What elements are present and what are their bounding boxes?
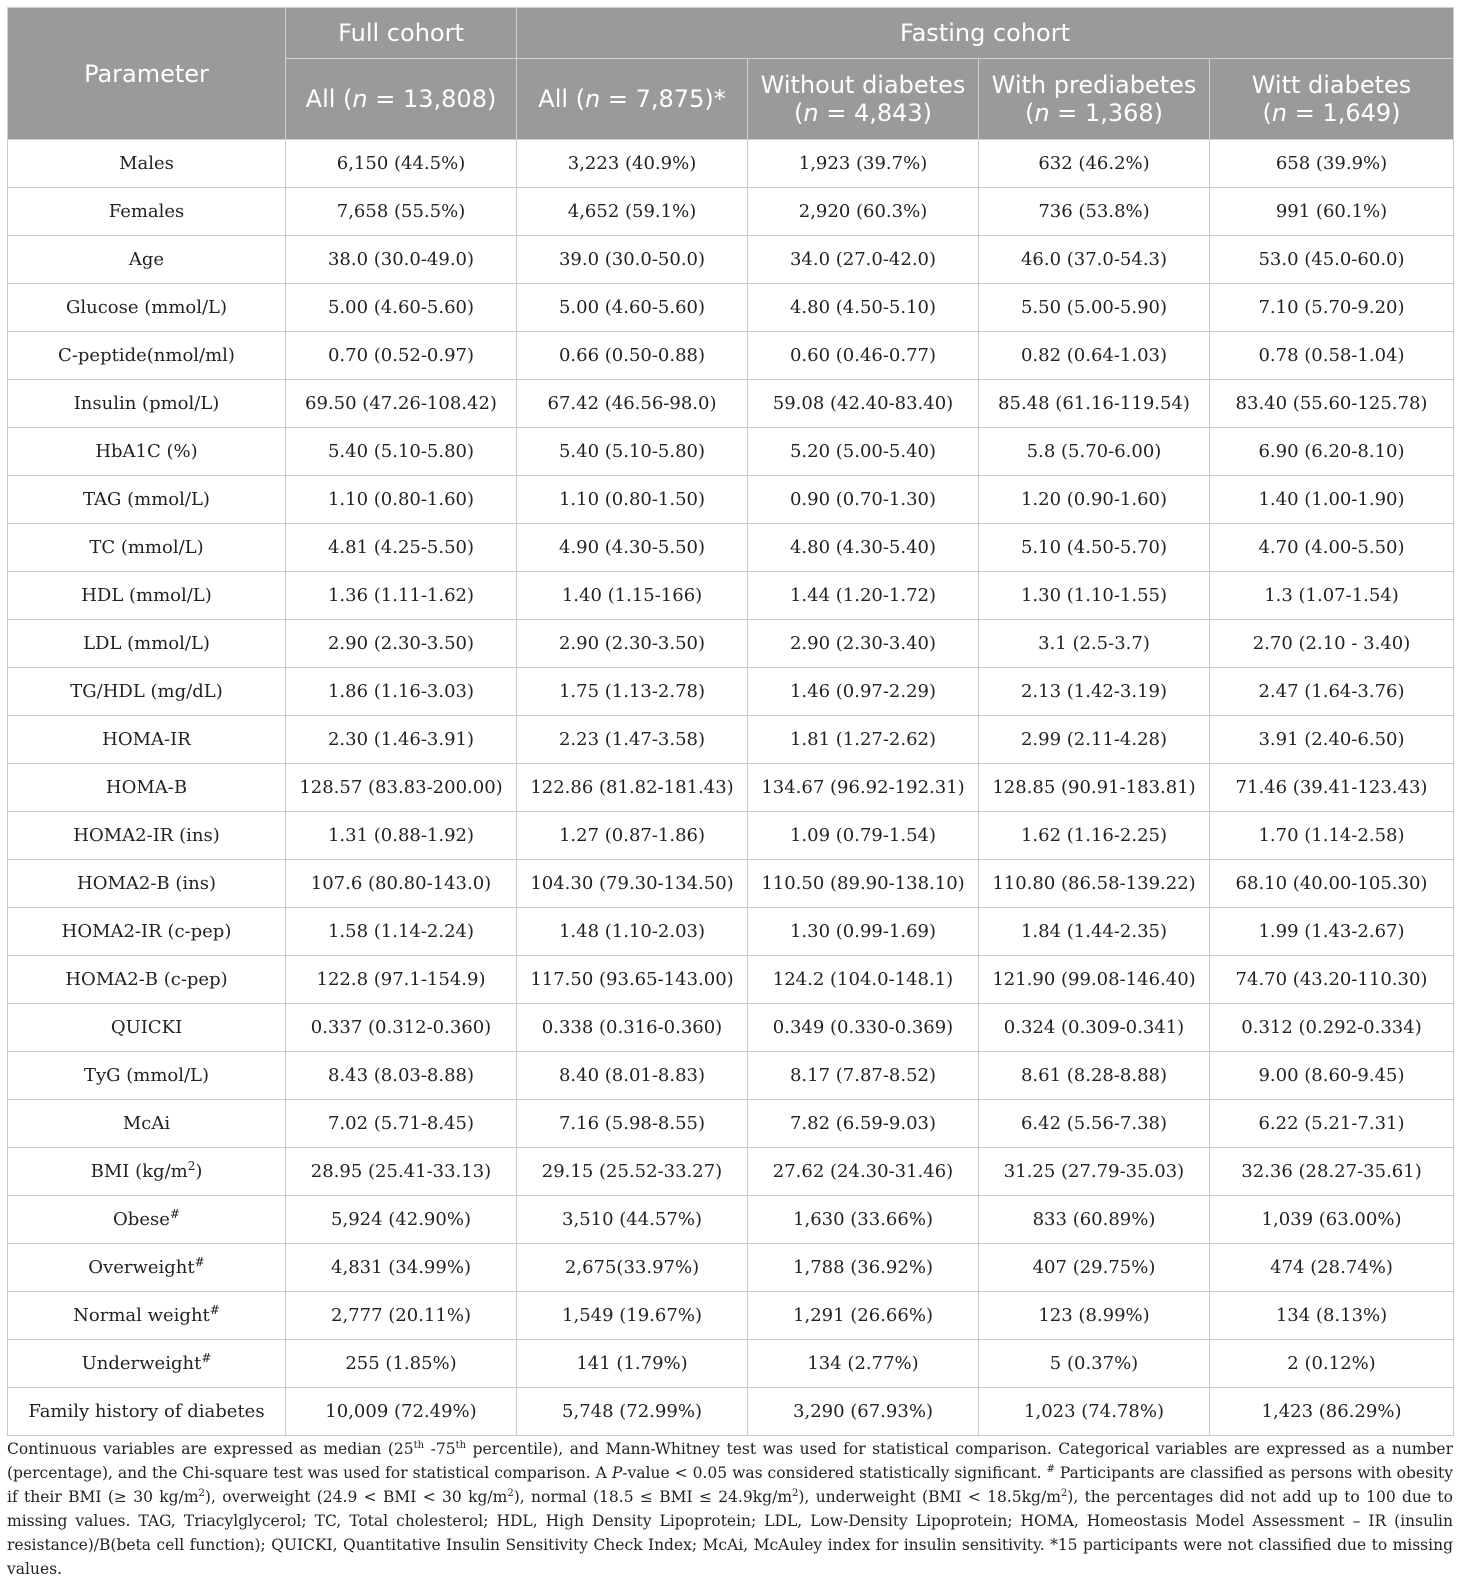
table-row	[8, 428, 1454, 476]
value-cell: 141 (1.79%)	[517, 1340, 748, 1388]
value-cell: 2.70 (2.10 - 3.40)	[1210, 620, 1454, 668]
parameter-cell: Glucose (mmol/L)	[8, 284, 286, 332]
value-cell: 128.85 (90.91-183.81)	[979, 764, 1210, 812]
value-cell: 10,009 (72.49%)	[286, 1388, 517, 1436]
value-cell: 31.25 (27.79-35.03)	[979, 1148, 1210, 1196]
value-cell: 5.10 (4.50-5.70)	[979, 524, 1210, 572]
value-cell: 0.324 (0.309-0.341)	[979, 1004, 1210, 1052]
value-cell: 1,023 (74.78%)	[979, 1388, 1210, 1436]
value-cell: 67.42 (46.56-98.0)	[517, 380, 748, 428]
parameter-cell: Females	[8, 188, 286, 236]
table-row	[8, 476, 1454, 524]
value-cell: 5.00 (4.60-5.60)	[517, 284, 748, 332]
data-table	[7, 7, 1454, 1436]
value-cell: 1.36 (1.11-1.62)	[286, 572, 517, 620]
value-cell: 1,291 (26.66%)	[748, 1292, 979, 1340]
value-cell: 1.30 (1.10-1.55)	[979, 572, 1210, 620]
value-cell: 4.70 (4.00-5.50)	[1210, 524, 1454, 572]
value-cell: 5,748 (72.99%)	[517, 1388, 748, 1436]
table-footnote: Continuous variables are expressed as median (25th -75th percentile), and Mann-Whitney test was used for statistical comparison. Categorical variables are expressed as a number (percentage), and the Chi-square test was used for statistical comparison. A P-value < 0.05 was considered statistically significant. # Participants are classified as persons with obesity if their BMI (≥ 30 $kg/m^2$), overweight (24.9 < BMI < 30 $kg/m^2$), normal (18.5 ≤ BMI ≤ $24.9kg/m^2$), underweight $(BMI < 18.5kg/m^2)$, the percentages did not add up to 100 due to missing values. TAG, Triacylglycerol; TC, Total cholesterol; HDL, High Density Lipoprotein; LDL, Low-Density Lipoprotein; HOMA, Homeostasis Model Assessment – IR (insulin resistance)/B(beta cell function); QUICKI, Quantitative Insulin Sensitivity Check Index; McAi, McAuley index for insulin sensitivity. *15 participants were not classified due to missing values.	[7, 1439, 1453, 1578]
value-cell: 28.95 (25.41-33.13)	[286, 1148, 517, 1196]
parameter-cell: HOMA2-IR (c-pep)	[8, 908, 286, 956]
value-cell: 3,510 (44.57%)	[517, 1196, 748, 1244]
parameter-cell: McAi	[8, 1100, 286, 1148]
parameter-cell: Males	[8, 140, 286, 188]
value-cell: 1.40 (1.15-166)	[517, 572, 748, 620]
value-cell: 474 (28.74%)	[1210, 1244, 1454, 1292]
value-cell: 110.80 (86.58-139.22)	[979, 860, 1210, 908]
parameter-cell: QUICKI	[8, 1004, 286, 1052]
value-cell: 7,658 (55.5%)	[286, 188, 517, 236]
value-cell: 0.82 (0.64-1.03)	[979, 332, 1210, 380]
value-cell: 2,675(33.97%)	[517, 1244, 748, 1292]
value-cell: 6.22 (5.21-7.31)	[1210, 1100, 1454, 1148]
value-cell: 0.337 (0.312-0.360)	[286, 1004, 517, 1052]
value-cell: 34.0 (27.0-42.0)	[748, 236, 979, 284]
value-cell: 0.78 (0.58-1.04)	[1210, 332, 1454, 380]
value-cell: 1.86 (1.16-3.03)	[286, 668, 517, 716]
value-cell: 0.60 (0.46-0.77)	[748, 332, 979, 380]
parameter-cell: HOMA2-B (c-pep)	[8, 956, 286, 1004]
value-cell: 1.40 (1.00-1.90)	[1210, 476, 1454, 524]
value-cell: 0.90 (0.70-1.30)	[748, 476, 979, 524]
value-cell: 83.40 (55.60-125.78)	[1210, 380, 1454, 428]
header-fasting-cohort: Fasting cohort	[517, 8, 1454, 59]
value-cell: 128.57 (83.83-200.00)	[286, 764, 517, 812]
value-cell: 5.50 (5.00-5.90)	[979, 284, 1210, 332]
value-cell: 833 (60.89%)	[979, 1196, 1210, 1244]
parameter-cell: TAG (mmol/L)	[8, 476, 286, 524]
header-with-prediabetes: With prediabetes (n = 1,368)	[979, 59, 1210, 140]
parameter-cell: Obese#	[8, 1196, 286, 1244]
value-cell: 3.1 (2.5-3.7)	[979, 620, 1210, 668]
value-cell: 69.50 (47.26-108.42)	[286, 380, 517, 428]
value-cell: 3,223 (40.9%)	[517, 140, 748, 188]
header-full-all: All (n = 13,808)	[286, 59, 517, 140]
parameter-cell: Normal weight#	[8, 1292, 286, 1340]
value-cell: 124.2 (104.0-148.1)	[748, 956, 979, 1004]
value-cell: 32.36 (28.27-35.61)	[1210, 1148, 1454, 1196]
parameter-cell: TC (mmol/L)	[8, 524, 286, 572]
value-cell: 1,788 (36.92%)	[748, 1244, 979, 1292]
value-cell: 632 (46.2%)	[979, 140, 1210, 188]
table-row	[8, 860, 1454, 908]
table-row	[8, 1388, 1454, 1436]
table-row	[8, 236, 1454, 284]
value-cell: 5 (0.37%)	[979, 1340, 1210, 1388]
value-cell: 2.23 (1.47-3.58)	[517, 716, 748, 764]
table-row	[8, 284, 1454, 332]
parameter-cell: Overweight#	[8, 1244, 286, 1292]
value-cell: 8.40 (8.01-8.83)	[517, 1052, 748, 1100]
parameter-cell: BMI $(kg/m^2)$	[8, 1148, 286, 1196]
value-cell: 134 (8.13%)	[1210, 1292, 1454, 1340]
value-cell: 1,630 (33.66%)	[748, 1196, 979, 1244]
value-cell: 134 (2.77%)	[748, 1340, 979, 1388]
table-row	[8, 524, 1454, 572]
value-cell: 4.80 (4.30-5.40)	[748, 524, 979, 572]
value-cell: 107.6 (80.80-143.0)	[286, 860, 517, 908]
header-without-diabetes: Without diabetes (n = 4,843)	[748, 59, 979, 140]
value-cell: 2 (0.12%)	[1210, 1340, 1454, 1388]
value-cell: 1.31 (0.88-1.92)	[286, 812, 517, 860]
value-cell: 8.17 (7.87-8.52)	[748, 1052, 979, 1100]
value-cell: 5.40 (5.10-5.80)	[286, 428, 517, 476]
parameter-cell: Age	[8, 236, 286, 284]
parameter-cell: HOMA-IR	[8, 716, 286, 764]
value-cell: 2.99 (2.11-4.28)	[979, 716, 1210, 764]
parameter-cell: Family history of diabetes	[8, 1388, 286, 1436]
value-cell: 68.10 (40.00-105.30)	[1210, 860, 1454, 908]
value-cell: 5.00 (4.60-5.60)	[286, 284, 517, 332]
table-row	[8, 1052, 1454, 1100]
table-row	[8, 140, 1454, 188]
value-cell: 991 (60.1%)	[1210, 188, 1454, 236]
parameter-cell: TyG (mmol/L)	[8, 1052, 286, 1100]
value-cell: 29.15 (25.52-33.27)	[517, 1148, 748, 1196]
parameter-cell: TG/HDL (mg/dL)	[8, 668, 286, 716]
value-cell: 123 (8.99%)	[979, 1292, 1210, 1340]
value-cell: 5,924 (42.90%)	[286, 1196, 517, 1244]
value-cell: 1.99 (1.43-2.67)	[1210, 908, 1454, 956]
value-cell: 122.8 (97.1-154.9)	[286, 956, 517, 1004]
value-cell: 121.90 (99.08-146.40)	[979, 956, 1210, 1004]
table-row	[8, 572, 1454, 620]
value-cell: 1.10 (0.80-1.50)	[517, 476, 748, 524]
parameter-cell: HOMA2-B (ins)	[8, 860, 286, 908]
table-row	[8, 1340, 1454, 1388]
table-row	[8, 1100, 1454, 1148]
table-header	[8, 8, 1454, 140]
value-cell: 3,290 (67.93%)	[748, 1388, 979, 1436]
value-cell: 4.90 (4.30-5.50)	[517, 524, 748, 572]
value-cell: 85.48 (61.16-119.54)	[979, 380, 1210, 428]
value-cell: 6,150 (44.5%)	[286, 140, 517, 188]
value-cell: 2.13 (1.42-3.19)	[979, 668, 1210, 716]
table-row	[8, 764, 1454, 812]
value-cell: 1.48 (1.10-2.03)	[517, 908, 748, 956]
table-row	[8, 380, 1454, 428]
value-cell: 4,831 (34.99%)	[286, 1244, 517, 1292]
parameter-cell: HDL (mmol/L)	[8, 572, 286, 620]
table-row	[8, 332, 1454, 380]
table-row	[8, 1004, 1454, 1052]
value-cell: 2.30 (1.46-3.91)	[286, 716, 517, 764]
parameter-cell: Underweight#	[8, 1340, 286, 1388]
value-cell: 117.50 (93.65-143.00)	[517, 956, 748, 1004]
value-cell: 9.00 (8.60-9.45)	[1210, 1052, 1454, 1100]
table-row	[8, 620, 1454, 668]
header-with-diabetes: Witt diabetes (n = 1,649)	[1210, 59, 1454, 140]
table-row	[8, 908, 1454, 956]
parameter-cell: Insulin (pmol/L)	[8, 380, 286, 428]
value-cell: 1.44 (1.20-1.72)	[748, 572, 979, 620]
value-cell: 39.0 (30.0-50.0)	[517, 236, 748, 284]
value-cell: 1.75 (1.13-2.78)	[517, 668, 748, 716]
value-cell: 1.3 (1.07-1.54)	[1210, 572, 1454, 620]
value-cell: 2,777 (20.11%)	[286, 1292, 517, 1340]
value-cell: 658 (39.9%)	[1210, 140, 1454, 188]
value-cell: 46.0 (37.0-54.3)	[979, 236, 1210, 284]
table-row	[8, 188, 1454, 236]
parameter-cell: HOMA2-IR (ins)	[8, 812, 286, 860]
value-cell: 8.43 (8.03-8.88)	[286, 1052, 517, 1100]
table-row	[8, 956, 1454, 1004]
value-cell: 2,920 (60.3%)	[748, 188, 979, 236]
value-cell: 59.08 (42.40-83.40)	[748, 380, 979, 428]
value-cell: 5.8 (5.70-6.00)	[979, 428, 1210, 476]
value-cell: 6.90 (6.20-8.10)	[1210, 428, 1454, 476]
value-cell: 5.40 (5.10-5.80)	[517, 428, 748, 476]
table-row	[8, 1244, 1454, 1292]
value-cell: 7.10 (5.70-9.20)	[1210, 284, 1454, 332]
table-row	[8, 812, 1454, 860]
value-cell: 1,923 (39.7%)	[748, 140, 979, 188]
value-cell: 1,039 (63.00%)	[1210, 1196, 1454, 1244]
value-cell: 4,652 (59.1%)	[517, 188, 748, 236]
value-cell: 7.16 (5.98-8.55)	[517, 1100, 748, 1148]
header-full-cohort: Full cohort	[286, 8, 517, 59]
parameter-cell: C-peptide(nmol/ml)	[8, 332, 286, 380]
value-cell: 134.67 (96.92-192.31)	[748, 764, 979, 812]
value-cell: 4.81 (4.25-5.50)	[286, 524, 517, 572]
value-cell: 1.09 (0.79-1.54)	[748, 812, 979, 860]
value-cell: 3.91 (2.40-6.50)	[1210, 716, 1454, 764]
table-row	[8, 1292, 1454, 1340]
value-cell: 255 (1.85%)	[286, 1340, 517, 1388]
value-cell: 104.30 (79.30-134.50)	[517, 860, 748, 908]
value-cell: 0.349 (0.330-0.369)	[748, 1004, 979, 1052]
value-cell: 53.0 (45.0-60.0)	[1210, 236, 1454, 284]
value-cell: 122.86 (81.82-181.43)	[517, 764, 748, 812]
value-cell: 38.0 (30.0-49.0)	[286, 236, 517, 284]
value-cell: 8.61 (8.28-8.88)	[979, 1052, 1210, 1100]
value-cell: 1.20 (0.90-1.60)	[979, 476, 1210, 524]
parameter-cell: HOMA-B	[8, 764, 286, 812]
value-cell: 5.20 (5.00-5.40)	[748, 428, 979, 476]
value-cell: 2.90 (2.30-3.50)	[286, 620, 517, 668]
value-cell: 27.62 (24.30-31.46)	[748, 1148, 979, 1196]
value-cell: 2.47 (1.64-3.76)	[1210, 668, 1454, 716]
value-cell: 1.70 (1.14-2.58)	[1210, 812, 1454, 860]
value-cell: 2.90 (2.30-3.40)	[748, 620, 979, 668]
parameter-cell: LDL (mmol/L)	[8, 620, 286, 668]
value-cell: 71.46 (39.41-123.43)	[1210, 764, 1454, 812]
value-cell: 1.46 (0.97-2.29)	[748, 668, 979, 716]
value-cell: 110.50 (89.90-138.10)	[748, 860, 979, 908]
value-cell: 6.42 (5.56-7.38)	[979, 1100, 1210, 1148]
value-cell: 736 (53.8%)	[979, 188, 1210, 236]
value-cell: 1.84 (1.44-2.35)	[979, 908, 1210, 956]
value-cell: 1.62 (1.16-2.25)	[979, 812, 1210, 860]
value-cell: 0.312 (0.292-0.334)	[1210, 1004, 1454, 1052]
value-cell: 0.338 (0.316-0.360)	[517, 1004, 748, 1052]
table-row	[8, 668, 1454, 716]
value-cell: 1.58 (1.14-2.24)	[286, 908, 517, 956]
value-cell: 7.02 (5.71-8.45)	[286, 1100, 517, 1148]
value-cell: 74.70 (43.20-110.30)	[1210, 956, 1454, 1004]
value-cell: 0.70 (0.52-0.97)	[286, 332, 517, 380]
value-cell: 1.30 (0.99-1.69)	[748, 908, 979, 956]
value-cell: 407 (29.75%)	[979, 1244, 1210, 1292]
value-cell: 1,423 (86.29%)	[1210, 1388, 1454, 1436]
value-cell: 4.80 (4.50-5.10)	[748, 284, 979, 332]
table-body	[8, 140, 1454, 1436]
header-parameter: Parameter	[8, 8, 286, 140]
value-cell: 1,549 (19.67%)	[517, 1292, 748, 1340]
table-row	[8, 1148, 1454, 1196]
table-row	[8, 716, 1454, 764]
value-cell: 1.27 (0.87-1.86)	[517, 812, 748, 860]
value-cell: 1.10 (0.80-1.60)	[286, 476, 517, 524]
parameter-cell: HbA1C (%)	[8, 428, 286, 476]
table-row	[8, 1196, 1454, 1244]
value-cell: 1.81 (1.27-2.62)	[748, 716, 979, 764]
header-fasting-all: All (n = 7,875)*	[517, 59, 748, 140]
value-cell: 7.82 (6.59-9.03)	[748, 1100, 979, 1148]
value-cell: 0.66 (0.50-0.88)	[517, 332, 748, 380]
value-cell: 2.90 (2.30-3.50)	[517, 620, 748, 668]
